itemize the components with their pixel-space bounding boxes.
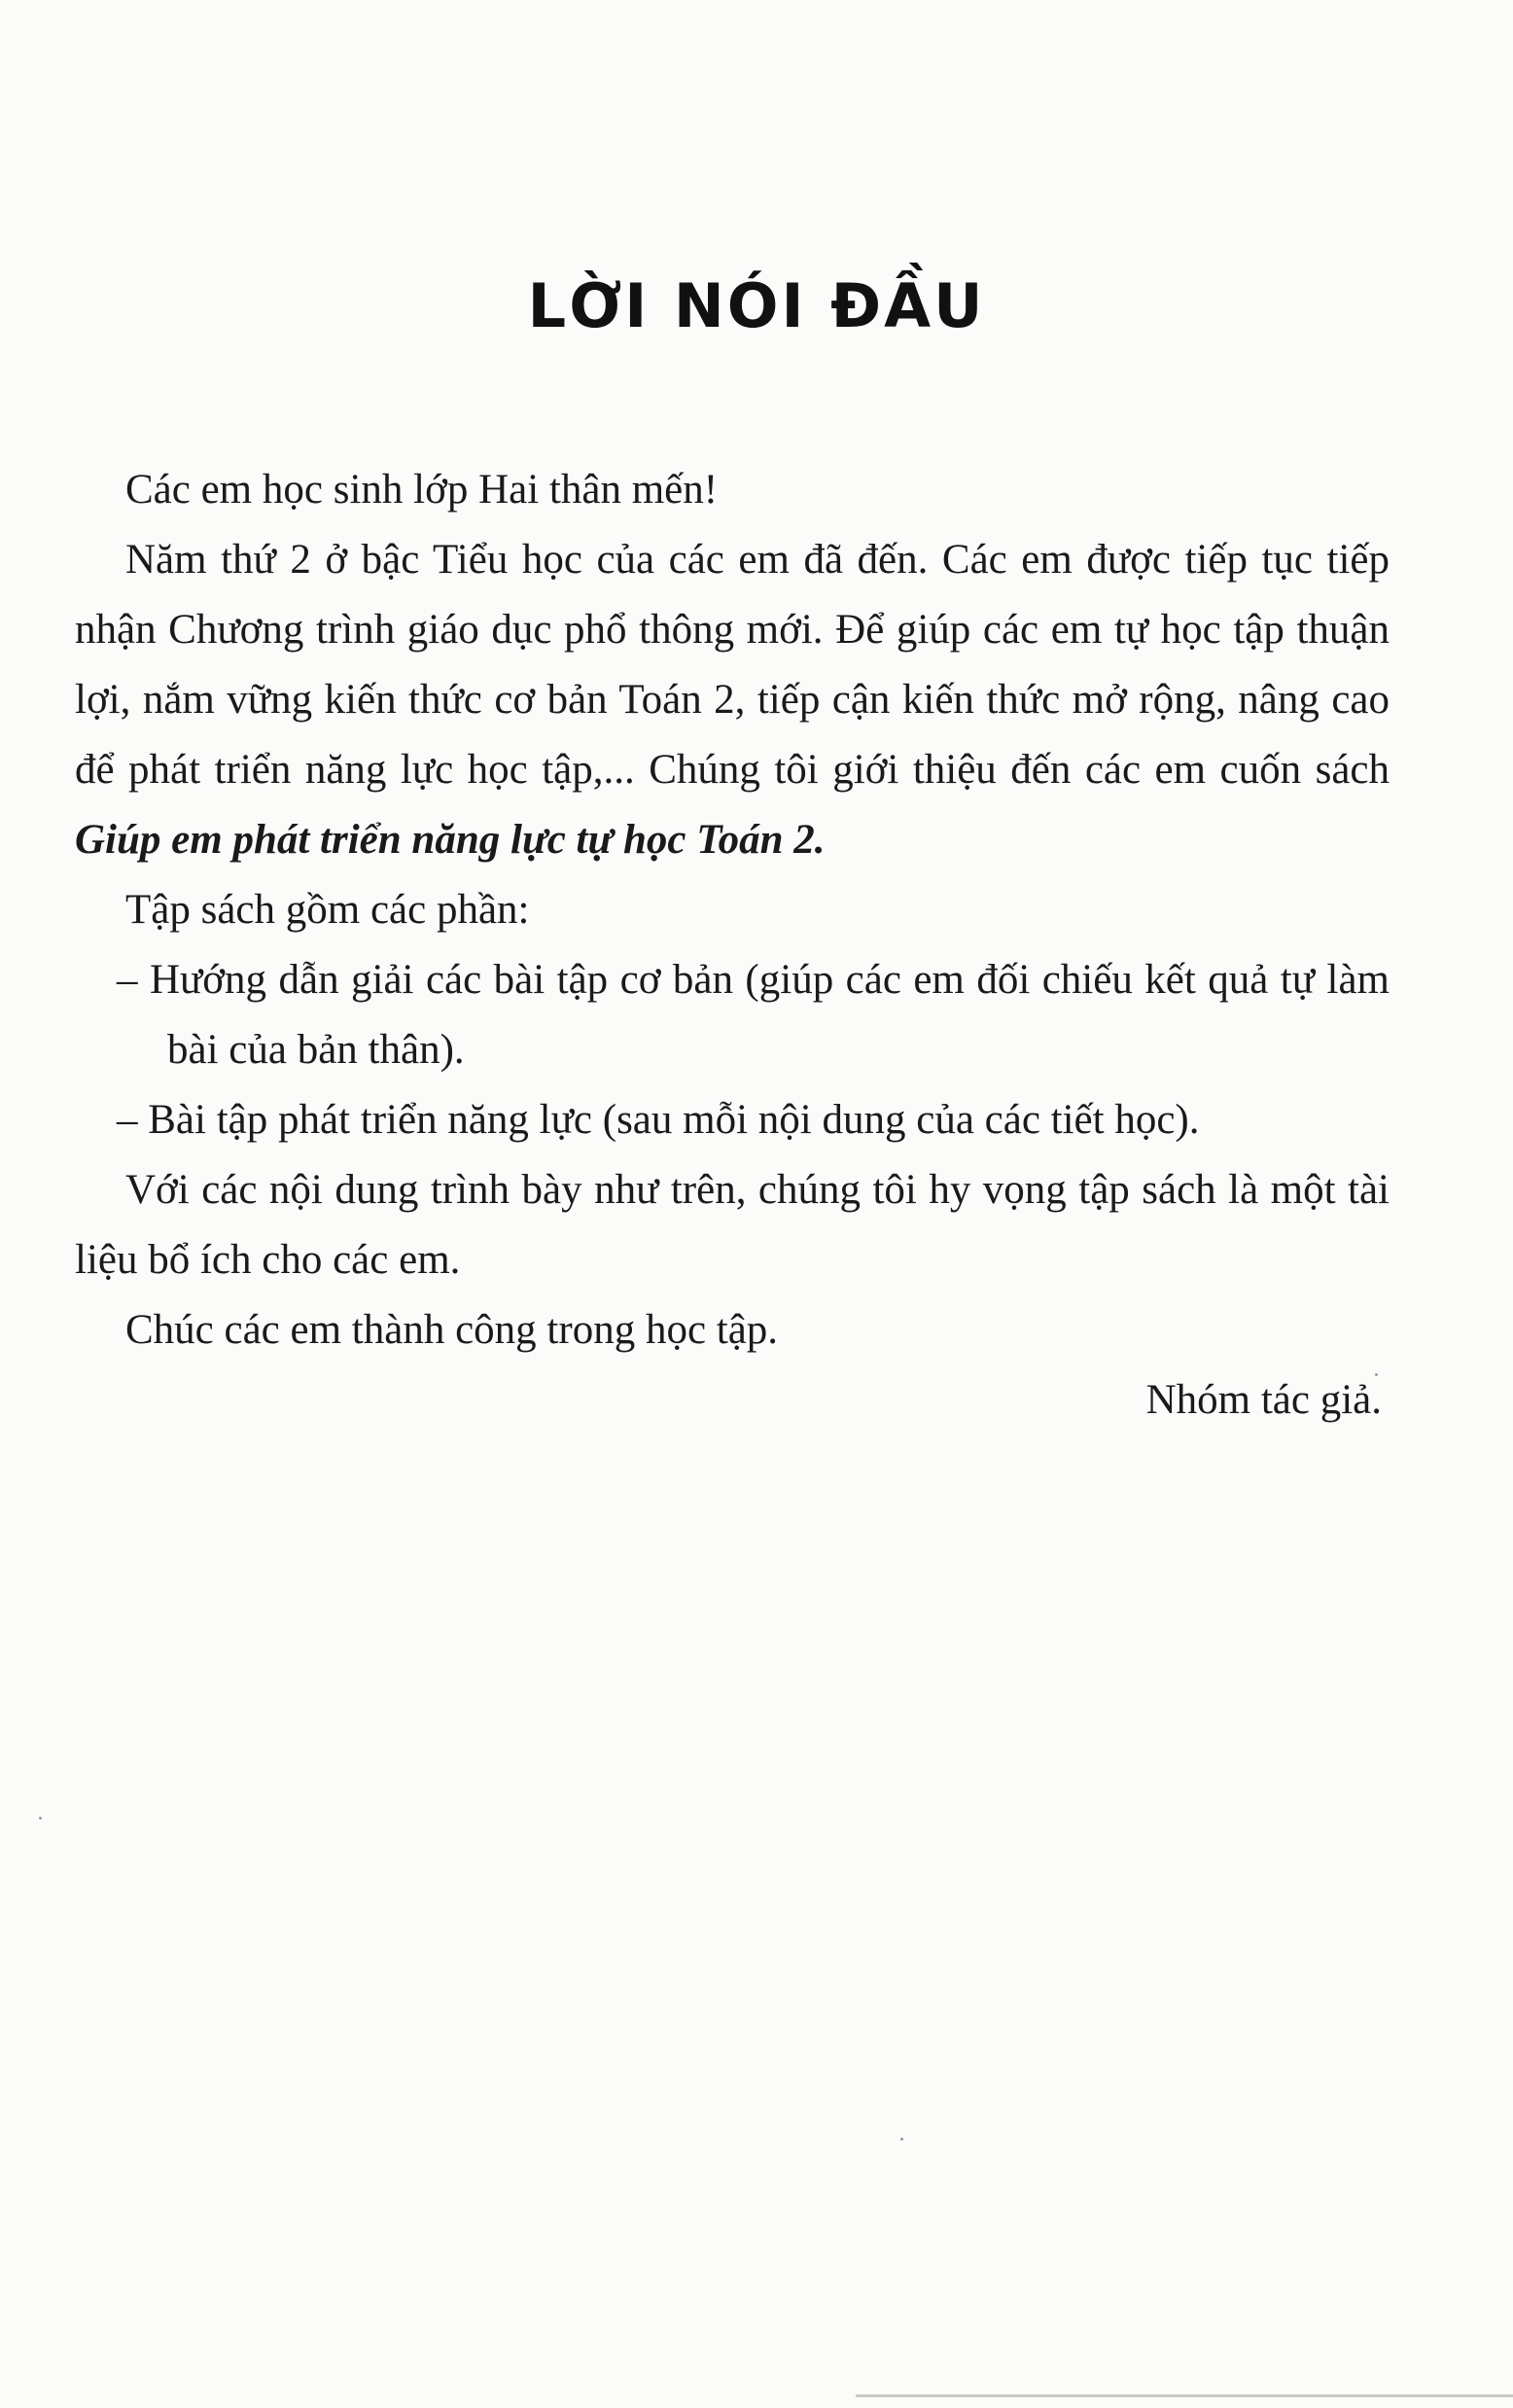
intro-text: Năm thứ 2 ở bậc Tiểu học của các em đã đến. Các em được tiếp tục tiếp nhận Chương trình giáo dục phổ thông mới. Để giúp các em tự học tập thuận lợi, nắm vững kiến thức cơ bản Toán 2, tiếp cận kiến thức mở rộng, nâng cao để phát triển năng lực học tập,... Chúng tôi giới thiệu đến các em cuốn sách	[75, 537, 1390, 793]
closing-paragraph: Với các nội dung trình bày như trên, chúng tôi hy vọng tập sách là một tài liệu bổ ích cho các em.	[75, 1167, 1390, 1283]
list-item: – Bài tập phát triển năng lực (sau mỗi nội dung của các tiết học).	[117, 1097, 1200, 1143]
intro-paragraph	[75, 525, 1390, 875]
preface-body	[75, 455, 1390, 1435]
page-title: LỜI NÓI ĐẦU	[527, 270, 986, 341]
wish-paragraph: Chúc các em thành công trong học tập.	[125, 1307, 779, 1353]
scan-speck	[1375, 1373, 1378, 1376]
scan-speck	[900, 2138, 903, 2141]
scan-speck	[39, 1817, 42, 1820]
page-edge-line	[856, 2394, 1513, 2397]
greeting-paragraph: Các em học sinh lớp Hai thân mến!	[125, 467, 719, 513]
book-title: Giúp em phát triển năng lực tự học Toán 2.	[75, 817, 826, 863]
parts-heading: Tập sách gồm các phần:	[125, 887, 530, 933]
signature: Nhóm tác giả.	[1145, 1377, 1382, 1423]
list-item: – Hướng dẫn giải các bài tập cơ bản (giúp các em đối chiếu kết quả tự làm bài của bản thân).	[117, 957, 1390, 1073]
